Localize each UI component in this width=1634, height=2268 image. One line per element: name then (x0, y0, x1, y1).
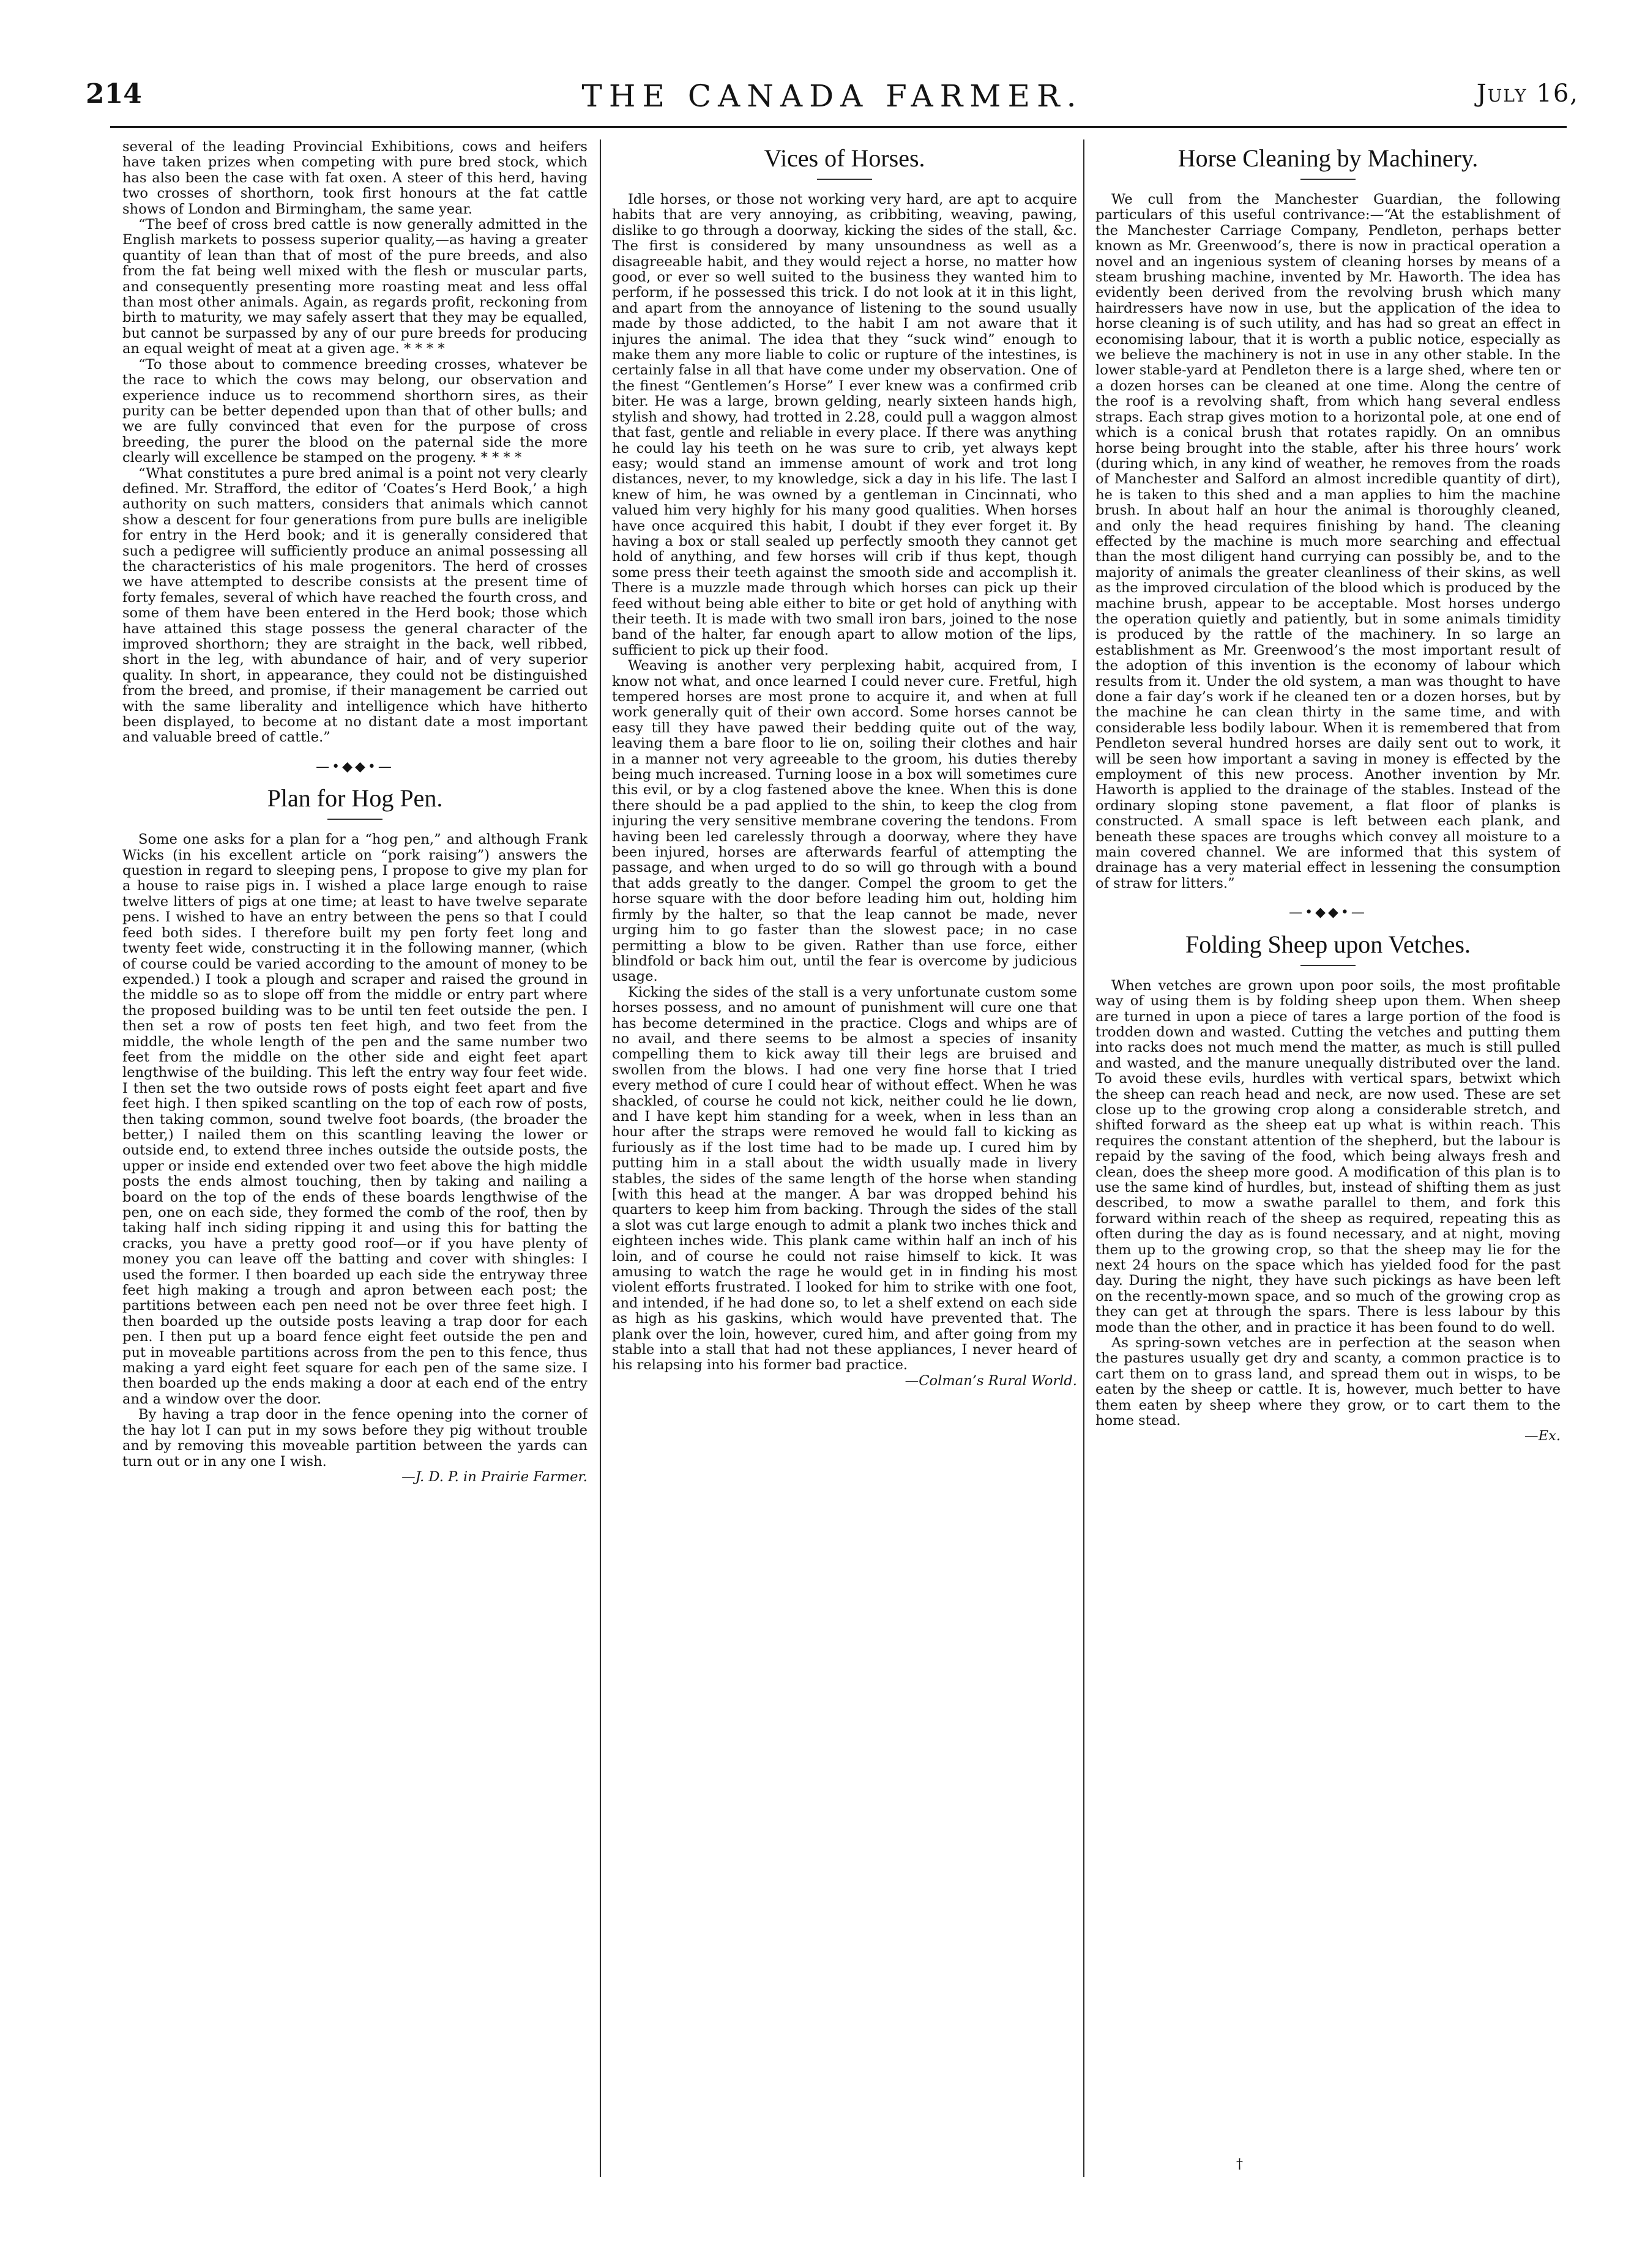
title-rule (1300, 965, 1356, 966)
column-1 (122, 139, 588, 2171)
hog-pen-paragraph: By having a trap door in the fence opening into the corner of the hay lot I can put in my sows before they pig without trouble and by removing this moveable partition between the yards can turn out or in any one I wish. (122, 1407, 588, 1470)
vices-paragraph: Weaving is another very perplexing habit, acquired from, I know not what, and once learned I could never cure. Fretful, high tempered horses are most prone to acquire it, and when at full work generally quit of their own accord. Some horses cannot be easy till they have pawed their bedding quite out of the way, leaving them a bare floor to lie on, soiling their clothes and hair in a manner not very agreeable to the groom, his duties thereby being much increased. Turning loose in a box will sometimes cure this evil, or by a clog fastened above the knee. When this is done there should be a pad applied to the shin, to keep the clog from injuring the very sensitive membrane covering the tendons. From having been led carelessly through a doorway, where they have been injured, horses are afterwards fearful of attempting the passage, and when urged to do so will go through with a bound that adds greatly to the danger. Compel the groom to get the horse square with the door before leading him out, holding him firmly by the halter, so that the leap cannot be made, never urging him to go faster than the slowest pace; in no case permitting a blow to be given. Rather than use force, either blindfold or back him out, until the fear is overcome by judicious usage. (612, 658, 1077, 985)
column-2 (612, 139, 1077, 2171)
hog-pen-paragraph: Some one asks for a plan for a “hog pen,” and although Frank Wicks (in his excellent article on “pork raising”) answers the question in regard to sleeping pens, I propose to give my plan for a house to raise pigs in. I wished a place large enough to raise twelve litters of pigs at one time; at least to have twelve separate pens. I wished to have an entry between the pens so that I could feed both sides. I therefore built my pen forty feet long and twenty feet wide, constructing it in the following manner, (which of course could be varied according to the amount of money to be expended.) I took a plough and scraper and raised the ground in the middle so as to slope off from the middle or entry part where the proposed building was to be until ten feet outside the pen. I then set a row of posts ten feet high, and two feet from the middle, the whole length of the pen and the same number two feet from the middle on the other side and eight feet apart lengthwise of the building. This left the entry way four feet wide. I then set the two outside rows of posts eight feet apart and five feet high. I then spiked scantling on the top of each row of posts, then taking common, sound twelve foot boards, (the broader the better,) I nailed them on this scantling leaving the lower or outside end, to extend three inches outside the outside posts, the upper or inside end extended over two feet above the high middle posts the ends almost touching, then by taking and nailing a board on the top of the ends of these boards lengthwise of the pen, one on each side, they formed the comb of the roof, then by taking half inch siding ripping it and using this for batting the cracks, you have a pretty good roof—or if you have plenty of money you can leave off the batting and cover with shingles: I used the former. I then boarded up each side the entryway three feet high making a trough and apron between each post; the partitions between each pen need not be over three feet high. I then boarded up the outside posts leaving a trap door for each pen. I then put up a board fence eight feet outside the pen and put in moveable partitions across from the pen to this fence, thus making a yard eight feet square for each pen of the same size. I then boarded up the ends making a door at each end of the entry and a window over the door. (122, 831, 588, 1407)
header-rule (110, 126, 1567, 128)
article-title-vices: Vices of Horses. (764, 144, 925, 172)
column-divider-2 (1083, 139, 1084, 2177)
section-ornament: —•◆◆•— (316, 759, 394, 775)
masthead-title: THE CANADA FARMER. (581, 78, 1083, 114)
title-rule (817, 179, 872, 180)
cattle-paragraph: “To those about to commence breeding crosses, whatever be the race to which the cows may belong, our observation and experience induce us to recommend shorthorn sires, as their purity can be better depended upon than that of other bulls; and we are fully convinced that even for the purpose of cross breeding, the purer the blood on the paternal side the more clearly will excellence be stamped on the progeny. * * * * (122, 356, 588, 466)
vices-paragraph: Idle horses, or those not working very hard, are apt to acquire habits that are very annoying, as cribbiting, weaving, pawing, dislike to go through a doorway, kicking the sides of the stall, &c. The first is considered by many unsoundness as well as a disagreeable habit, and they would reject a horse, no matter how good, or ever so well suited to the business they wanted him to perform, if he possessed this trick. I do not look at it in this light, and apart from the annoyance of listening to the sound usually made by those addicted, to the habit I am not aware that it injures the animal. The idea that they “suck wind” enough to make them any more liable to colic or rupture of the intestines, is certainly false in all that have come under my observation. One of the finest “Gentlemen’s Horse” I ever knew was a confirmed crib biter. He was a large, brown gelding, nearly sixteen hands high, stylish and showy, had trotted in 2.28, could pull a waggon almost that fast, gentle and reliable in every place. If there was anything he could lay his teeth on he was sure to crib, yet always kept easy; would stand an immense amount of work and trot long distances, never, to my knowledge, sick a day in his life. The last I knew of him, he was owned by a gentleman in Cincinnati, who valued him very highly for his many good qualities. When horses have once acquired this habit, I doubt if they ever forget it. By having a box or stall sealed up perfectly smooth they cannot get hold of anything, and few horses will crib if thus kept, though some press their teeth against the smooth side and accomplish it. There is a muzzle made through which horses can pick up their feed without being able either to bite or get hold of anything with their teeth. It is made with two small iron bars, joined to the nose band of the halter, far enough apart to allow motion of the lips, sufficient to pick up their food. (612, 191, 1077, 658)
sheep-paragraph: When vetches are grown upon poor soils, the most profitable way of using them is by folding sheep upon them. When sheep are turned in upon a piece of tares a large portion of the food is trodden down and wasted. Cutting the vetches and putting them into racks does not much mend the matter, as much is still pulled and wasted, and the manure unequally distributed over the land. To avoid these evils, hurdles with vertical spars, betwixt which the sheep can reach head and neck, are now used. These are set close up to the growing crop along a considerable stretch, and shifted forward as the sheep eat up what is within reach. This requires the constant attention of the shepherd, but the labour is repaid by the saving of the food, which being always fresh and clean, does the sheep more good. A modification of this plan is to use the same kind of hurdles, but, instead of shifting them as just described, to mow a swathe parallel to them, and fork this forward within reach of the sheep as required, repeating this as often during the day as is found necessary, and at night, moving them up to the growing crop, so that the sheep may lie for the next 24 hours on the space which has yielded food for the past day. During the night, they have such pickings as have been left on the recently-mown space, and so much of the growing crop as they can get at through the spars. There is less labour by this mode than the other, and in practice it has been found to do well. (1095, 977, 1561, 1336)
cattle-paragraph: “The beef of cross bred cattle is now generally admitted in the English markets to possess superior quality,—as having a greater quantity of lean than that of most of the pure breeds, and also from the fat being well mixed with the flesh or muscular parts, and consequently presenting more roasting meat and less offal than most other animals. Again, as regards profit, reckoning from birth to maturity, we may safely assert that they may be equalled, but cannot be surpassed by any of our pure breeds for producing an equal weight of meat at a given age. * * * * (122, 217, 588, 357)
sheep-source: —Ex. (1524, 1428, 1561, 1444)
section-ornament: —•◆◆•— (1289, 905, 1367, 921)
title-rule (327, 819, 382, 820)
sheep-paragraph: As spring-sown vetches are in perfection at the season when the pastures usually get dry and scanty, a common practice is to cart them on to grass land, and spread them out in wisps, to be eaten by the sheep or cattle. It is, however, much better to have them eaten by sheep where they grow, or to cart them to the home stead. (1095, 1335, 1561, 1429)
cattle-paragraph: several of the leading Provincial Exhibitions, cows and heifers have taken prizes when competing with pure bred stock, which has also been the case with fat oxen. A steer of this herd, having two crosses of shorthorn, took first honours at the fat cattle shows of London and Birmingham, the same year. (122, 139, 588, 217)
hog-pen-source: —J. D. P. in Prairie Farmer. (401, 1468, 588, 1485)
cattle-paragraph: “What constitutes a pure bred animal is a point not very clearly defined. Mr. Strafford, the editor of ‘Coates’s Herd Book,’ a high authority on such matters, considers that animals which cannot show a descent for four generations from pure bulls are ineligible for entry in the Herd book; and it is generally considered that such a pedigree will sufficiently produce an animal possessing all the characteristics of his male progenitors. The herd of crosses we have attempted to describe consists at the present time of forty females, several of which have reached the fourth cross, and some of them have been entered in the Herd book; those which have attained this stage possess the general character of the improved shorthorn; they are straight in the back, well ribbed, short in the leg, with abundance of hair, and of very superior quality. In short, in appearance, they could not be distinguished from the breed, and promise, if their management be carried out with the same liberality and intelligence which have hitherto been displayed, to become at no distant date a most important and valuable breed of cattle.” (122, 465, 588, 746)
page-number: 214 (86, 78, 142, 110)
title-rule (1300, 179, 1356, 180)
article-title-hog-pen: Plan for Hog Pen. (267, 784, 443, 812)
issue-date: July 16, (1476, 80, 1579, 108)
vices-paragraph: Kicking the sides of the stall is a very unfortunate custom some horses possess, and no amount of punishment will cure one that has become determined in the practice. Clogs and whips are of no avail, and there seems to be almost a species of insanity compelling them to kick away till their legs are bruised and swollen from the blows. I had one very fine horse that I tried every method of cure I could hear of without effect. When he was shackled, of course he could not kick, neither could he lie down, and I have kept him standing for a week, when in less than an hour after the straps were removed he would fall to kicking as furiously as if the lost time had to be made up. I cured him by putting him in a stall about the width usually made in livery stables, the sides of the same length of the horse when standing [with this head at the manger. A bar was dropped behind his quarters to keep him from backing. Through the sides of the stall a slot was cut large enough to admit a plank two inches thick and eighteen inches wide. This plank came within half an inch of his loin, and of course he could not raise himself to kick. It was amusing to watch the rage he would get in in finding his most violent efforts frustrated. I looked for him to strike with one foot, and intended, if he had done so, to let a shelf extend on each side as high as his gaskins, which would have prevented that. The plank over the loin, however, cured him, and after going from my stable into a stall that had not these appliances, I never heard of his relapsing into his former bad practice. (612, 984, 1077, 1374)
horse-cleaning-paragraph: We cull from the Manchester Guardian, the following particulars of this useful contrivance:—“At the establishment of the Manchester Carriage Company, Pendleton, perhaps better known as Mr. Greenwood’s, there is now in practical operation a novel and an ingenious system of cleaning horses by means of a steam brushing machine, invented by Mr. Haworth. The idea has evidently been derived from the revolving brush which many hairdressers have now in use, but the application of the idea to horse cleaning is of such utility, and has had so great an effect in economising labour, that it is worth a public notice, especially as we believe the machinery is not in use in any other stable. In the lower stable-yard at Pendleton there is a large shed, where ten or a dozen horses can be cleaned at one time. Along the centre of the roof is a revolving shaft, from which hang several endless straps. Each strap gives motion to a horizontal pole, at one end of which is a conical brush that rotates rapidly. On an omnibus horse being brought into the stable, after his three hours’ work (during which, in any kind of weather, he removes from the roads of Manchester and Salford an almost incredible quantity of dirt), he is taken to this shed and a man applies to him the machine brush. In about half an hour the animal is thoroughly cleaned, and only the head requires finishing by hand. The cleaning effected by the machine is much more searching and effectual than the most diligent hand currying can possibly be, and to the majority of animals the greater cleanliness of their skins, as well as the improved circulation of the blood which is produced by the machine brush, appear to be acceptable. Most horses undergo the operation quietly and patiently, but in some animals timidity is produced by the rattle of the machinery. In so large an establishment as Mr. Greenwood’s the most important result of the adoption of this invention is the economy of labour which results from it. Under the old system, a man was thought to have done a fair day’s work if he cleaned ten or a dozen horses, but by the machine he can clean thirty in the same time, and with considerable less bodily labour. When it is remembered that from Pendleton several hundred horses are daily sent out to work, it will be seen how important a saving in money is effected by the employment of this new process. Another invention by Mr. Haworth is applied to the drainage of the stables. Instead of the ordinary sloping stone pavement, a flat floor of planks is constructed. A small space is left between each plank, and beneath these spaces are troughs which convey all moisture to a main covered channel. We are informed that this system of drainage has a very material effect in lessening the consumption of straw for litters.” (1095, 191, 1561, 891)
page-header (86, 78, 1579, 115)
column-divider-1 (600, 139, 601, 2177)
column-3 (1095, 139, 1561, 2171)
vices-source: —Colman’s Rural World. (905, 1372, 1077, 1389)
article-title-horse-cleaning: Horse Cleaning by Machinery. (1177, 144, 1479, 172)
article-title-sheep: Folding Sheep upon Vetches. (1185, 930, 1471, 958)
footer-mark: † (1236, 2157, 1243, 2172)
